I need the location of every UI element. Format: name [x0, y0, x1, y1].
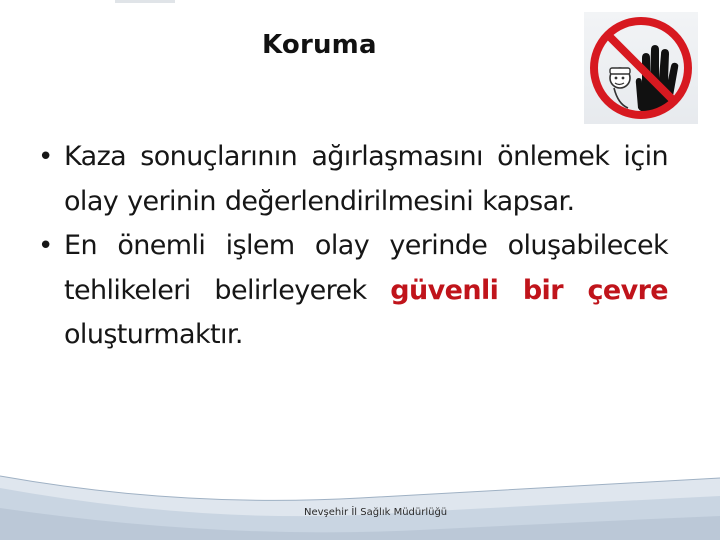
bullet-item: [38, 224, 668, 358]
highlighted-phrase: güvenli bir çevre: [390, 274, 668, 306]
footer-text: Nevşehir İl Sağlık Müdürlüğü: [304, 507, 448, 518]
bullet-text: Kaza sonuçlarının ağırlaşmasını önlemek için olay yerinin değerlendirilmesini kapsar.: [64, 141, 668, 217]
bullet-text-continuation: oluşturmaktır.: [64, 319, 243, 350]
bullet-text: En önemli işlem olay yerinde oluşabilecek tehlikeleri belirleyerek: [64, 230, 668, 306]
slide-title: Koruma: [262, 30, 377, 60]
sign-container: [570, 8, 698, 126]
bullet-marker: •: [38, 231, 53, 261]
corner-decoration: [115, 0, 175, 3]
footer-wave-decoration: [0, 468, 720, 540]
no-entry-hand-sign-icon: [584, 12, 698, 124]
bullet-marker: •: [38, 142, 53, 172]
bullet-list: [38, 135, 668, 358]
bullet-item: [38, 135, 668, 224]
